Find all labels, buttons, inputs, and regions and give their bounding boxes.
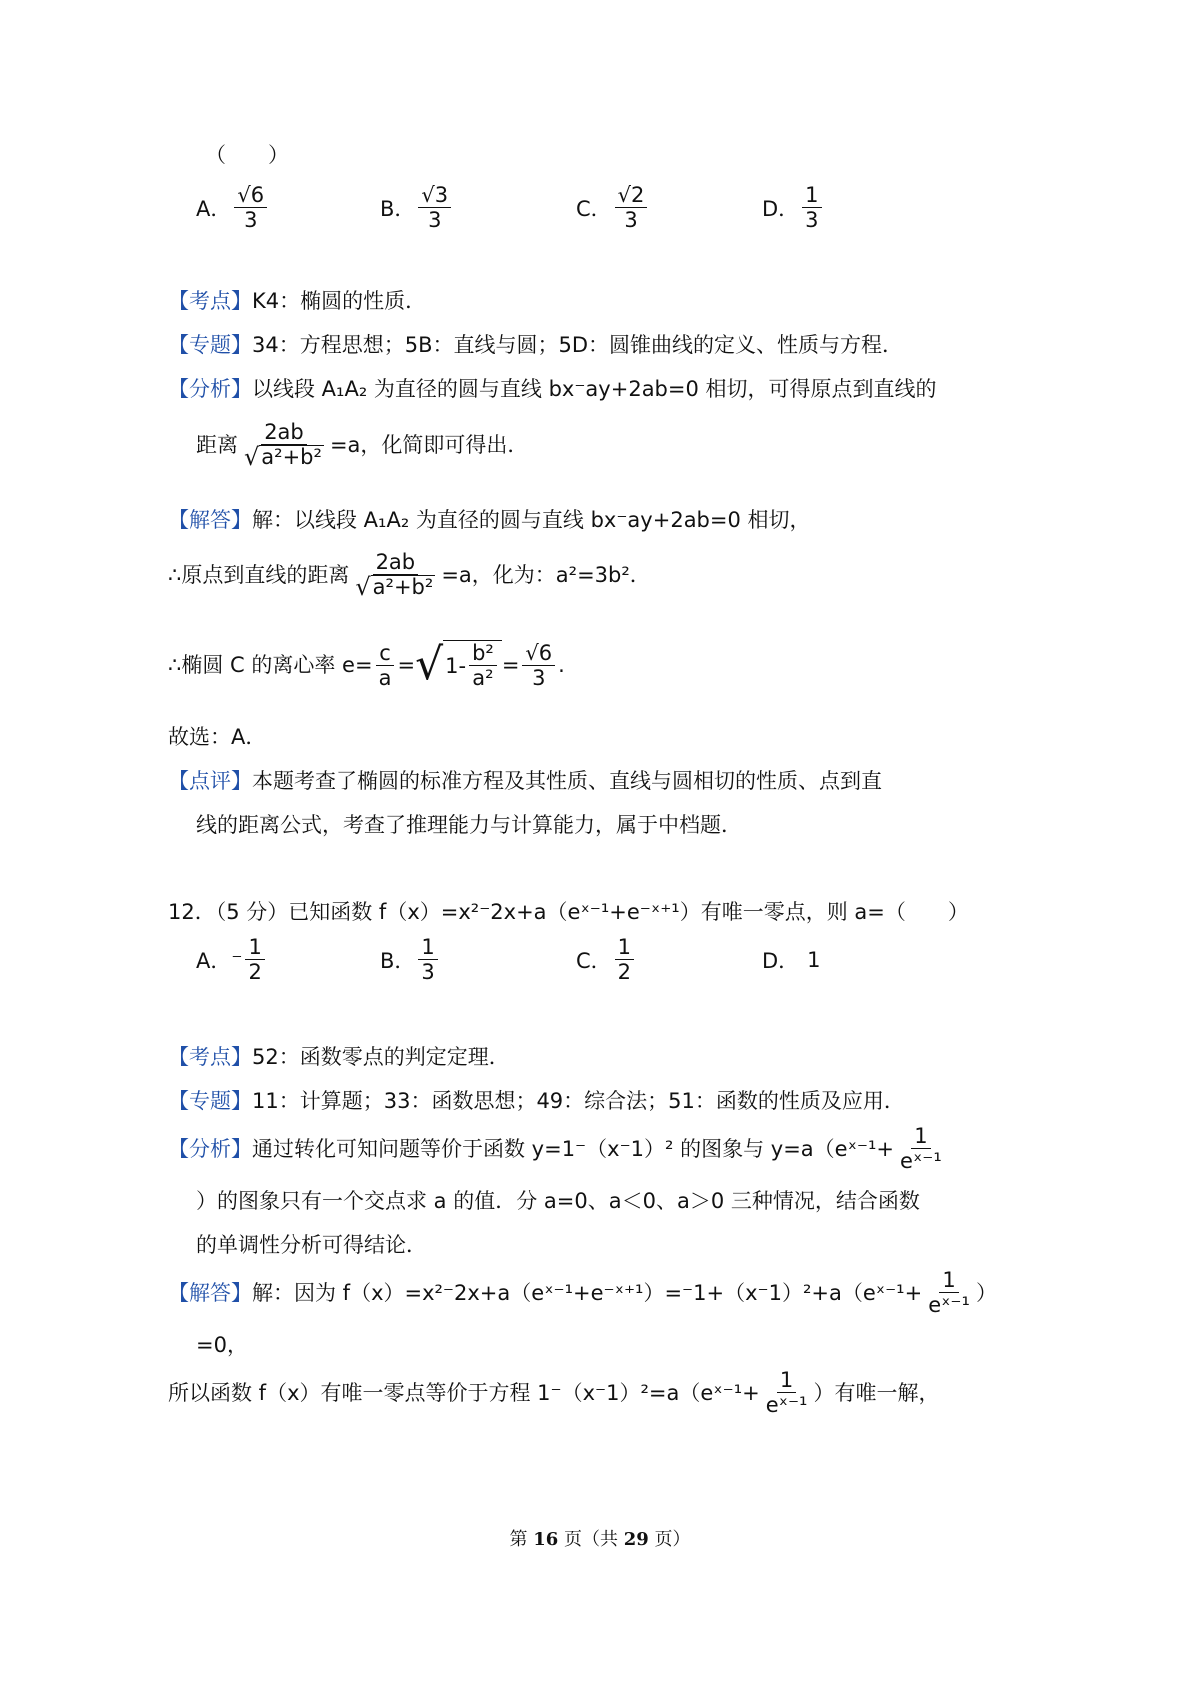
- dianping-tag: 【点评】: [168, 769, 252, 793]
- total-pages: 29: [623, 1529, 649, 1550]
- option-value: 1: [807, 948, 821, 972]
- sqrt: √ 1- $\frac{\text{b²}}{\text{a²}}$: [415, 637, 502, 693]
- sqrt: √ a²+b²: [355, 573, 434, 601]
- kaodian-text: 52：函数零点的判定定理．: [252, 1045, 510, 1069]
- jieda-tag: 【解答】: [168, 508, 252, 532]
- fenxi-line-2: ）的图象只有一个交点求 a 的值．分 a=0、a＜0、a＞0 三种情况，结合函数: [196, 1189, 920, 1213]
- option-label: A．: [196, 948, 232, 973]
- distance-fraction: 2ab √ a²+b²: [244, 420, 322, 471]
- minus-sign: ⁻: [231, 947, 243, 972]
- jieda-text: =a，化为：a²=3b²．: [441, 563, 651, 587]
- option-fraction: $\frac{1}{2}$: [615, 935, 634, 984]
- fenxi-text: 以线段 A₁A₂ 为直径的圆与直线 bx⁻ay+2ab=0 相切，可得原点到直线的: [252, 377, 937, 401]
- option-label: D．: [762, 949, 800, 973]
- equals-sign: =: [501, 653, 520, 677]
- option-b: [380, 935, 441, 984]
- dianping-line: [168, 766, 882, 796]
- distance-fraction: 2ab √ a²+b²: [355, 550, 434, 601]
- equals-sign: =: [397, 653, 416, 677]
- footer-text: 第: [509, 1529, 534, 1550]
- zhuanti-line: [168, 1086, 905, 1116]
- jieda-text: 解：以线段 A₁A₂ 为直径的圆与直线 bx⁻ay+2ab=0 相切，: [252, 508, 811, 532]
- option-label: B．: [380, 948, 416, 973]
- exp-fraction: $\frac{1}{\text{eˣ⁻¹}}$: [900, 1124, 942, 1173]
- fenxi-text: 距离: [196, 433, 238, 457]
- jieda-line: [168, 505, 811, 535]
- fenxi-tag: 【分析】: [168, 1136, 252, 1161]
- jieda-text: 解：因为 f（x）=x²⁻2x+a（eˣ⁻¹+e⁻ˣ⁺¹）=⁻1+（x⁻1）²+a（eˣ⁻¹+: [252, 1280, 923, 1305]
- jieda-text: ∴原点到直线的距离: [168, 563, 350, 587]
- footer-text: 页）: [648, 1529, 691, 1550]
- jieda-line: [168, 1268, 997, 1317]
- kaodian-tag: 【考点】: [168, 289, 252, 313]
- zhuanti-tag: 【专题】: [168, 333, 252, 357]
- fenxi-line: [168, 1124, 948, 1173]
- fenxi-line-3: 的单调性分析可得结论．: [196, 1233, 427, 1257]
- dianping-line-2: 线的距离公式，考查了推理能力与计算能力，属于中档题．: [196, 813, 742, 837]
- page-footer: [0, 1525, 1200, 1551]
- option-fraction: $\frac{√2}{3}$: [615, 183, 648, 232]
- zhuanti-text: 11：计算题；33：函数思想；49：综合法；51：函数的性质及应用．: [252, 1089, 905, 1113]
- option-label: B．: [380, 196, 416, 221]
- option-label: C．: [576, 196, 612, 221]
- fenxi-line-2: [196, 420, 528, 470]
- option-c: [576, 935, 637, 984]
- exp-fraction: $\frac{1}{\text{eˣ⁻¹}}$: [928, 1268, 970, 1317]
- answer-paren: （ ）: [205, 143, 289, 167]
- fenxi-line: [168, 374, 937, 404]
- footer-text: 页（共: [558, 1529, 624, 1550]
- close-paren: ）: [975, 1280, 997, 1305]
- option-fraction: $\frac{√3}{3}$: [418, 183, 451, 232]
- ratio-fraction: $\frac{c}{a}$: [376, 641, 395, 690]
- jieda-line-2: [168, 550, 651, 600]
- jieda-line-3: [168, 1368, 939, 1417]
- option-c: [576, 183, 650, 232]
- zhuanti-text: 34：方程思想；5B：直线与圆；5D：圆锥曲线的定义、性质与方程．: [252, 333, 904, 357]
- jieda-line-2: =0，: [196, 1333, 248, 1357]
- option-label: C．: [576, 948, 612, 973]
- fenxi-text: =a，化简即可得出．: [329, 433, 529, 457]
- zhuanti-tag: 【专题】: [168, 1089, 252, 1113]
- option-label: A．: [196, 196, 232, 221]
- option-d: [762, 183, 825, 232]
- period: .: [558, 653, 565, 677]
- option-d: [762, 945, 821, 975]
- option-fraction: $\frac{1}{2}$: [245, 935, 264, 984]
- option-a: [196, 935, 268, 984]
- dianping-text: 本题考查了椭圆的标准方程及其性质、直线与圆相切的性质、点到直: [252, 769, 882, 793]
- option-fraction: $\frac{1}{3}$: [418, 935, 437, 984]
- jieda-text: 所以函数 f（x）有唯一零点等价于方程 1⁻（x⁻1）²=a（eˣ⁻¹+: [168, 1380, 760, 1405]
- jieda-line-3: [168, 637, 565, 693]
- guxuan-line: 故选：A．: [168, 725, 267, 749]
- q12-stem: 12．（5 分）已知函数 f（x）=x²⁻2x+a（eˣ⁻¹+e⁻ˣ⁺¹）有唯一零点，则 a=（ ）: [168, 900, 969, 924]
- jieda-text: ∴椭圆 C 的离心率 e=: [168, 653, 373, 677]
- result-fraction: $\frac{√6}{3}$: [522, 641, 555, 690]
- jieda-text: ）有唯一解，: [813, 1380, 940, 1405]
- kaodian-line: [168, 1042, 510, 1072]
- option-label: D．: [762, 196, 800, 221]
- option-fraction: $\frac{1}{3}$: [802, 183, 821, 232]
- sqrt: √ a²+b²: [244, 443, 322, 471]
- kaodian-tag: 【考点】: [168, 1045, 252, 1069]
- option-a: [196, 183, 270, 232]
- option-b: [380, 183, 454, 232]
- page-number: 16: [533, 1529, 559, 1550]
- option-fraction: $\frac{√6}{3}$: [234, 183, 267, 232]
- zhuanti-line: [168, 330, 903, 360]
- kaodian-line: [168, 286, 426, 316]
- jieda-tag: 【解答】: [168, 1280, 252, 1305]
- fenxi-text: 通过转化可知问题等价于函数 y=1⁻（x⁻1）² 的图象与 y=a（eˣ⁻¹+: [252, 1136, 895, 1161]
- exp-fraction: $\frac{1}{\text{eˣ⁻¹}}$: [765, 1368, 808, 1417]
- fenxi-tag: 【分析】: [168, 377, 252, 401]
- kaodian-text: K4：椭圆的性质．: [252, 289, 427, 313]
